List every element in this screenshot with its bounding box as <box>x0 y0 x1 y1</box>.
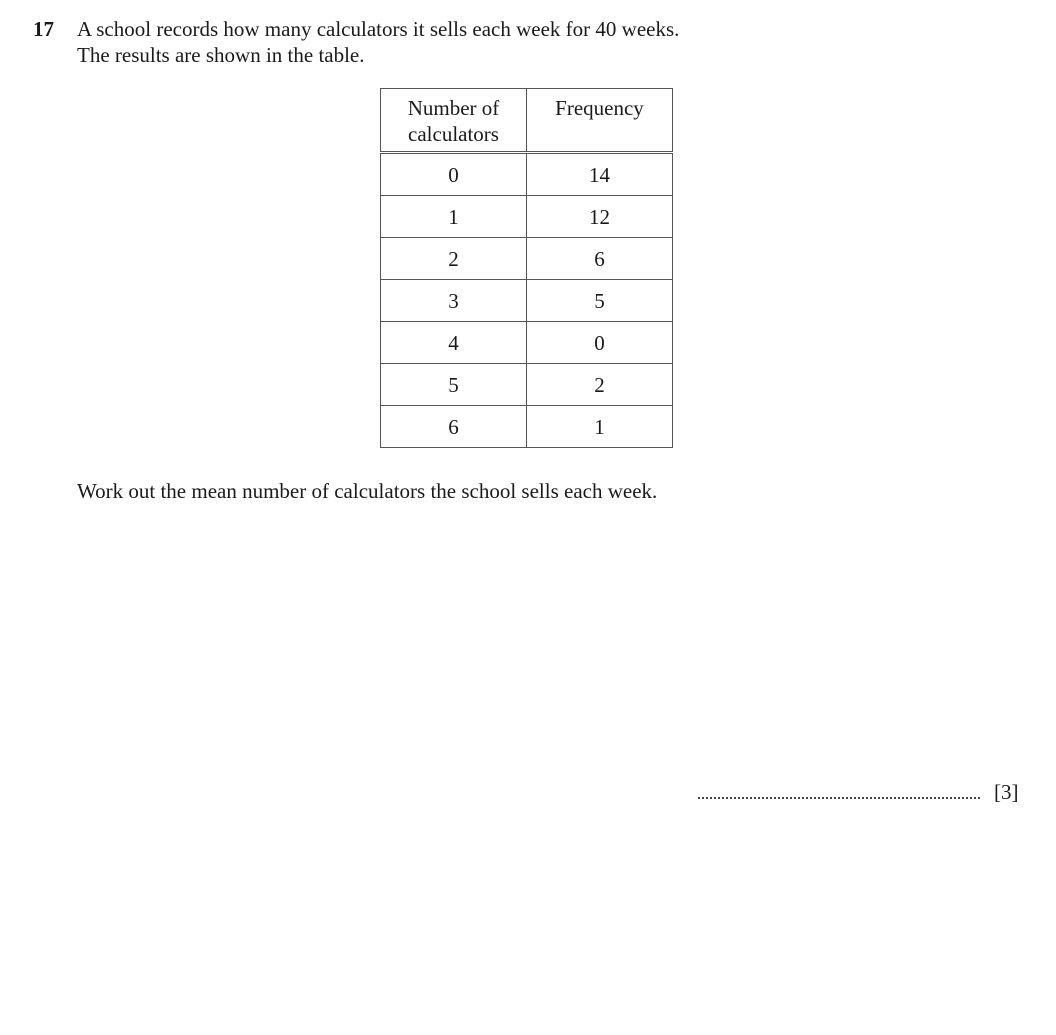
cell-frequency: 6 <box>527 238 673 280</box>
cell-frequency: 5 <box>527 280 673 322</box>
table-row <box>381 196 673 238</box>
table-header-row <box>381 89 673 153</box>
table-row <box>381 364 673 406</box>
frequency-table <box>380 88 673 448</box>
cell-calculators: 5 <box>381 364 527 406</box>
cell-calculators: 3 <box>381 280 527 322</box>
cell-frequency: 12 <box>527 196 673 238</box>
question-text <box>77 16 977 68</box>
marks-label: [3] <box>994 780 1019 804</box>
cell-calculators: 0 <box>381 153 527 196</box>
cell-calculators: 6 <box>381 406 527 448</box>
table-row <box>381 322 673 364</box>
header-frequency: Frequency <box>527 89 673 153</box>
cell-calculators: 2 <box>381 238 527 280</box>
question-line-1: A school records how many calculators it sells each week for 40 weeks. <box>77 17 680 41</box>
question-line-2: The results are shown in the table. <box>77 43 365 67</box>
cell-frequency: 2 <box>527 364 673 406</box>
answer-area <box>698 778 1019 805</box>
table-row <box>381 406 673 448</box>
cell-frequency: 1 <box>527 406 673 448</box>
header-number-of-calculators <box>381 89 527 153</box>
cell-calculators: 4 <box>381 322 527 364</box>
task-instruction: Work out the mean number of calculators the school sells each week. <box>77 479 658 503</box>
cell-frequency: 14 <box>527 153 673 196</box>
header-col1-line1: Number of <box>407 96 500 120</box>
cell-calculators: 1 <box>381 196 527 238</box>
header-col1-line2: calculators <box>408 122 499 146</box>
table-row <box>381 153 673 196</box>
table-row <box>381 280 673 322</box>
table-row <box>381 238 673 280</box>
question-number: 17 <box>33 17 54 41</box>
cell-frequency: 0 <box>527 322 673 364</box>
answer-line[interactable] <box>698 778 980 799</box>
